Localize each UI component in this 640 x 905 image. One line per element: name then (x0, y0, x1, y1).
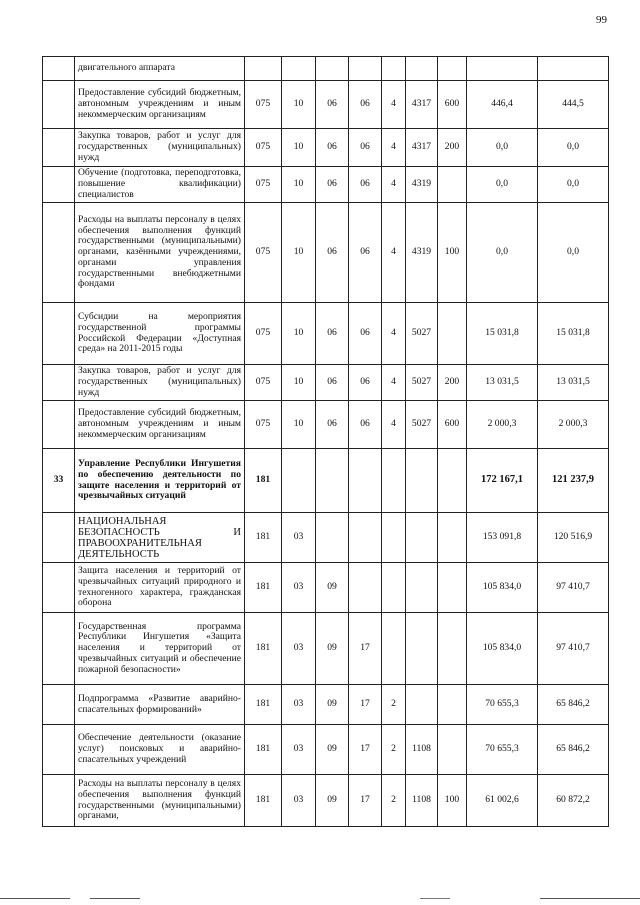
row-number-cell (43, 725, 75, 775)
program-cell: 06 (349, 365, 382, 401)
row-number-cell (43, 303, 75, 365)
subprogram-cell: 4 (382, 129, 406, 167)
subprogram-cell: 4 (382, 81, 406, 129)
section-cell: 03 (282, 725, 316, 775)
table-row (43, 449, 609, 513)
article-cell (406, 563, 438, 613)
article-cell: 5027 (406, 303, 438, 365)
article-cell: 4319 (406, 203, 438, 303)
expense-name-cell: Закупка товаров, работ и услуг для государственных (муниципальных) нужд (75, 365, 245, 401)
amount-2-cell: 97 410,7 (538, 563, 609, 613)
subsection-cell (316, 57, 349, 81)
amount-1-cell: 13 031,5 (467, 365, 538, 401)
expense-name-cell: Подпрограмма «Развитие аварийно-спасательных формирований» (75, 685, 245, 725)
table-row (43, 513, 609, 563)
ministry-code-cell: 181 (245, 775, 282, 827)
ministry-code-cell: 075 (245, 81, 282, 129)
subsection-cell (316, 449, 349, 513)
amount-1-cell: 2 000,3 (467, 401, 538, 449)
row-number-cell (43, 81, 75, 129)
amount-2-cell: 65 846,2 (538, 685, 609, 725)
table-row (43, 775, 609, 827)
section-cell: 03 (282, 613, 316, 685)
article-cell: 5027 (406, 365, 438, 401)
expense-kind-cell: 100 (438, 775, 467, 827)
amount-1-cell: 0,0 (467, 167, 538, 203)
subsection-cell: 06 (316, 81, 349, 129)
amount-1-cell: 0,0 (467, 129, 538, 167)
expense-name-cell: Расходы на выплаты персоналу в целях обеспечения выполнения функций государственными (муниципальными) органами, казёнными учреждениями, органами управления государственными внебюджетными фондами (75, 203, 245, 303)
amount-1-cell (467, 57, 538, 81)
expense-kind-cell: 600 (438, 401, 467, 449)
amount-2-cell: 120 516,9 (538, 513, 609, 563)
subprogram-cell: 4 (382, 203, 406, 303)
section-cell (282, 449, 316, 513)
expense-kind-cell (438, 167, 467, 203)
subsection-cell: 06 (316, 129, 349, 167)
expense-kind-cell (438, 57, 467, 81)
expense-name-cell: Государственная программа Республики Ингушетия «Защита населения и территорий от чрезвычайных ситуаций и обеспечение пожарной безопасности» (75, 613, 245, 685)
expense-name-cell: Предоставление субсидий бюджетным, автономным учреждениям и иным некоммерческим организациям (75, 81, 245, 129)
amount-2-cell: 2 000,3 (538, 401, 609, 449)
program-cell: 06 (349, 81, 382, 129)
table-row (43, 129, 609, 167)
subprogram-cell (382, 613, 406, 685)
section-cell: 03 (282, 563, 316, 613)
subprogram-cell: 4 (382, 167, 406, 203)
amount-1-cell: 70 655,3 (467, 725, 538, 775)
subsection-cell: 06 (316, 203, 349, 303)
row-number-cell: 33 (43, 449, 75, 513)
table-row (43, 613, 609, 685)
article-cell: 5027 (406, 401, 438, 449)
subsection-cell: 09 (316, 725, 349, 775)
budget-table (42, 56, 609, 827)
table-row (43, 303, 609, 365)
subsection-cell: 09 (316, 775, 349, 827)
ministry-code-cell: 075 (245, 167, 282, 203)
table-row (43, 167, 609, 203)
row-number-cell (43, 203, 75, 303)
subsection-cell: 09 (316, 613, 349, 685)
amount-1-cell: 446,4 (467, 81, 538, 129)
subsection-cell: 09 (316, 685, 349, 725)
table-row (43, 725, 609, 775)
row-number-cell (43, 563, 75, 613)
program-cell: 17 (349, 725, 382, 775)
section-cell: 10 (282, 203, 316, 303)
expense-kind-cell: 200 (438, 129, 467, 167)
scan-bottom-edge (0, 898, 640, 899)
amount-1-cell: 153 091,8 (467, 513, 538, 563)
article-cell: 4317 (406, 129, 438, 167)
expense-kind-cell (438, 613, 467, 685)
ministry-code-cell: 075 (245, 303, 282, 365)
amount-1-cell: 70 655,3 (467, 685, 538, 725)
expense-name-cell: двигательного аппарата (75, 57, 245, 81)
table-row (43, 81, 609, 129)
amount-1-cell: 15 031,8 (467, 303, 538, 365)
expense-name-cell: НАЦИОНАЛЬНАЯ БЕЗОПАСНОСТЬ И ПРАВООХРАНИТЕЛЬНАЯ ДЕЯТЕЛЬНОСТЬ (75, 513, 245, 563)
subprogram-cell: 4 (382, 365, 406, 401)
program-cell: 06 (349, 401, 382, 449)
section-cell: 10 (282, 303, 316, 365)
article-cell (406, 57, 438, 81)
ministry-code-cell: 181 (245, 563, 282, 613)
expense-name-cell: Предоставление субсидий бюджетным, автономным учреждениям и иным некоммерческим организациям (75, 401, 245, 449)
amount-2-cell: 0,0 (538, 203, 609, 303)
amount-2-cell: 0,0 (538, 167, 609, 203)
page-number: 99 (596, 14, 607, 26)
article-cell (406, 613, 438, 685)
row-number-cell (43, 613, 75, 685)
subsection-cell: 06 (316, 167, 349, 203)
expense-name-cell: Управление Республики Ингушетия по обеспечению деятельности по защите населения и территорий от чрезвычайных ситуаций (75, 449, 245, 513)
program-cell: 06 (349, 129, 382, 167)
subsection-cell: 06 (316, 303, 349, 365)
expense-kind-cell (438, 685, 467, 725)
expense-kind-cell (438, 725, 467, 775)
amount-1-cell: 105 834,0 (467, 613, 538, 685)
ministry-code-cell: 075 (245, 129, 282, 167)
section-cell: 03 (282, 513, 316, 563)
subprogram-cell: 2 (382, 685, 406, 725)
amount-2-cell: 60 872,2 (538, 775, 609, 827)
article-cell: 1108 (406, 725, 438, 775)
row-number-cell (43, 513, 75, 563)
section-cell: 10 (282, 129, 316, 167)
expense-name-cell: Обучение (подготовка, переподготовка, повышение квалификации) специалистов (75, 167, 245, 203)
subprogram-cell: 4 (382, 401, 406, 449)
program-cell: 06 (349, 203, 382, 303)
expense-kind-cell: 100 (438, 203, 467, 303)
row-number-cell (43, 685, 75, 725)
amount-2-cell: 0,0 (538, 129, 609, 167)
ministry-code-cell: 181 (245, 513, 282, 563)
row-number-cell (43, 401, 75, 449)
section-cell: 10 (282, 81, 316, 129)
expense-kind-cell: 200 (438, 365, 467, 401)
ministry-code-cell: 181 (245, 685, 282, 725)
table-row (43, 563, 609, 613)
subsection-cell (316, 513, 349, 563)
amount-2-cell: 13 031,5 (538, 365, 609, 401)
row-number-cell (43, 167, 75, 203)
expense-name-cell: Обеспечение деятельности (оказание услуг) поисковых и аварийно-спасательных учреждений (75, 725, 245, 775)
table-row (43, 685, 609, 725)
row-number-cell (43, 775, 75, 827)
amount-1-cell: 105 834,0 (467, 563, 538, 613)
subsection-cell: 06 (316, 365, 349, 401)
expense-kind-cell (438, 513, 467, 563)
row-number-cell (43, 365, 75, 401)
article-cell (406, 513, 438, 563)
program-cell: 06 (349, 167, 382, 203)
program-cell (349, 57, 382, 81)
row-number-cell (43, 129, 75, 167)
table-row (43, 365, 609, 401)
subprogram-cell (382, 449, 406, 513)
article-cell: 1108 (406, 775, 438, 827)
table-row (43, 401, 609, 449)
amount-2-cell: 444,5 (538, 81, 609, 129)
section-cell: 10 (282, 365, 316, 401)
row-number-cell (43, 57, 75, 81)
subprogram-cell: 2 (382, 725, 406, 775)
expense-kind-cell (438, 563, 467, 613)
ministry-code-cell (245, 57, 282, 81)
ministry-code-cell: 075 (245, 365, 282, 401)
amount-1-cell: 0,0 (467, 203, 538, 303)
program-cell: 17 (349, 613, 382, 685)
ministry-code-cell: 075 (245, 203, 282, 303)
section-cell: 03 (282, 685, 316, 725)
table-row (43, 57, 609, 81)
subprogram-cell (382, 57, 406, 81)
subprogram-cell: 4 (382, 303, 406, 365)
expense-name-cell: Субсидии на мероприятия государственной программы Российской Федерации «Доступная среда» на 2011-2015 годы (75, 303, 245, 365)
expense-name-cell: Защита населения и территорий от чрезвычайных ситуаций природного и техногенного характера, гражданская оборона (75, 563, 245, 613)
expense-name-cell: Закупка товаров, работ и услуг для государственных (муниципальных) нужд (75, 129, 245, 167)
section-cell: 10 (282, 401, 316, 449)
program-cell (349, 513, 382, 563)
expense-kind-cell (438, 449, 467, 513)
amount-2-cell: 121 237,9 (538, 449, 609, 513)
subprogram-cell (382, 563, 406, 613)
program-cell: 17 (349, 685, 382, 725)
budget-table-body (43, 57, 609, 827)
program-cell: 17 (349, 775, 382, 827)
amount-1-cell: 172 167,1 (467, 449, 538, 513)
subsection-cell: 06 (316, 401, 349, 449)
article-cell: 4319 (406, 167, 438, 203)
program-cell: 06 (349, 303, 382, 365)
expense-name-cell: Расходы на выплаты персоналу в целях обеспечения выполнения функций государственными (муниципальными) органами, (75, 775, 245, 827)
article-cell (406, 685, 438, 725)
article-cell: 4317 (406, 81, 438, 129)
table-row (43, 203, 609, 303)
program-cell (349, 563, 382, 613)
expense-kind-cell (438, 303, 467, 365)
subprogram-cell: 2 (382, 775, 406, 827)
amount-2-cell (538, 57, 609, 81)
article-cell (406, 449, 438, 513)
section-cell: 10 (282, 167, 316, 203)
ministry-code-cell: 181 (245, 613, 282, 685)
section-cell: 03 (282, 775, 316, 827)
subprogram-cell (382, 513, 406, 563)
ministry-code-cell: 075 (245, 401, 282, 449)
program-cell (349, 449, 382, 513)
amount-2-cell: 97 410,7 (538, 613, 609, 685)
ministry-code-cell: 181 (245, 449, 282, 513)
ministry-code-cell: 181 (245, 725, 282, 775)
amount-1-cell: 61 002,6 (467, 775, 538, 827)
expense-kind-cell: 600 (438, 81, 467, 129)
amount-2-cell: 65 846,2 (538, 725, 609, 775)
subsection-cell: 09 (316, 563, 349, 613)
section-cell (282, 57, 316, 81)
amount-2-cell: 15 031,8 (538, 303, 609, 365)
